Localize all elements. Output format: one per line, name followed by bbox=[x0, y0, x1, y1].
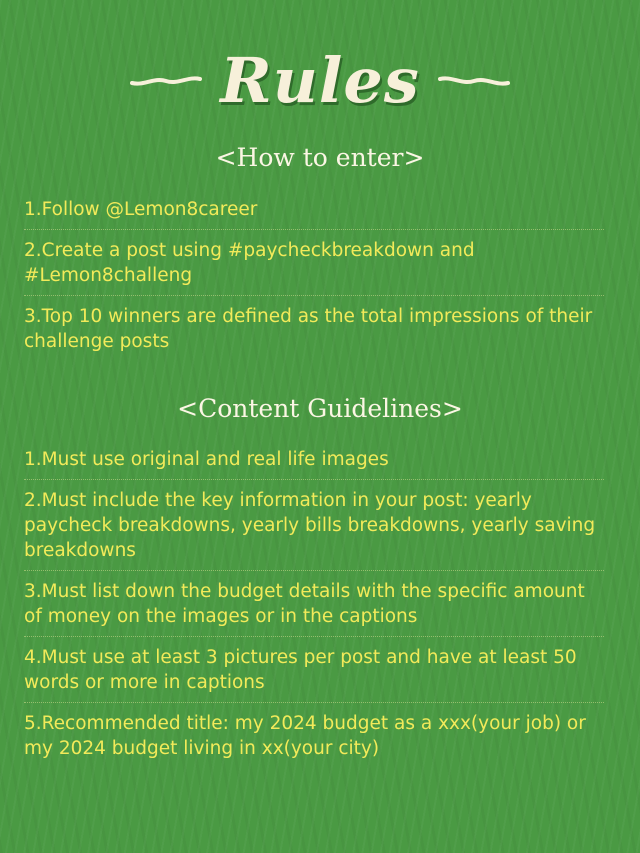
list-item: 3.Must list down the budget details with the specific amount of money on the images or in the captions bbox=[24, 571, 604, 637]
list-item: 2.Must include the key information in your post: yearly paycheck breakdowns, yearly bills breakdowns, yearly saving breakdowns bbox=[24, 480, 604, 571]
list-item: 3.Top 10 winners are defined as the total impressions of their challenge posts bbox=[24, 306, 593, 352]
how-to-enter-list bbox=[24, 197, 604, 361]
list-item: 2.Create a post using #paycheckbreakdown and #Lemon8challeng bbox=[24, 230, 604, 296]
list-item: 4.Must use at least 3 pictures per post and have at least 50 words or more in captions bbox=[24, 637, 604, 703]
left-swash-icon bbox=[130, 70, 202, 90]
content-guidelines-heading: <Content Guidelines> bbox=[177, 394, 463, 423]
title-row bbox=[0, 40, 640, 120]
list-item: 1.Must use original and real life images bbox=[24, 447, 604, 480]
list-item: 5.Recommended title: my 2024 budget as a xxx(your job) or my 2024 budget living in xx(your city) bbox=[24, 713, 586, 759]
right-swash-icon bbox=[438, 70, 510, 90]
list-item: 1.Follow @Lemon8career bbox=[24, 197, 604, 230]
page-title: Rules bbox=[220, 43, 420, 117]
how-to-enter-heading: <How to enter> bbox=[215, 143, 425, 172]
content-guidelines-list bbox=[24, 447, 604, 768]
